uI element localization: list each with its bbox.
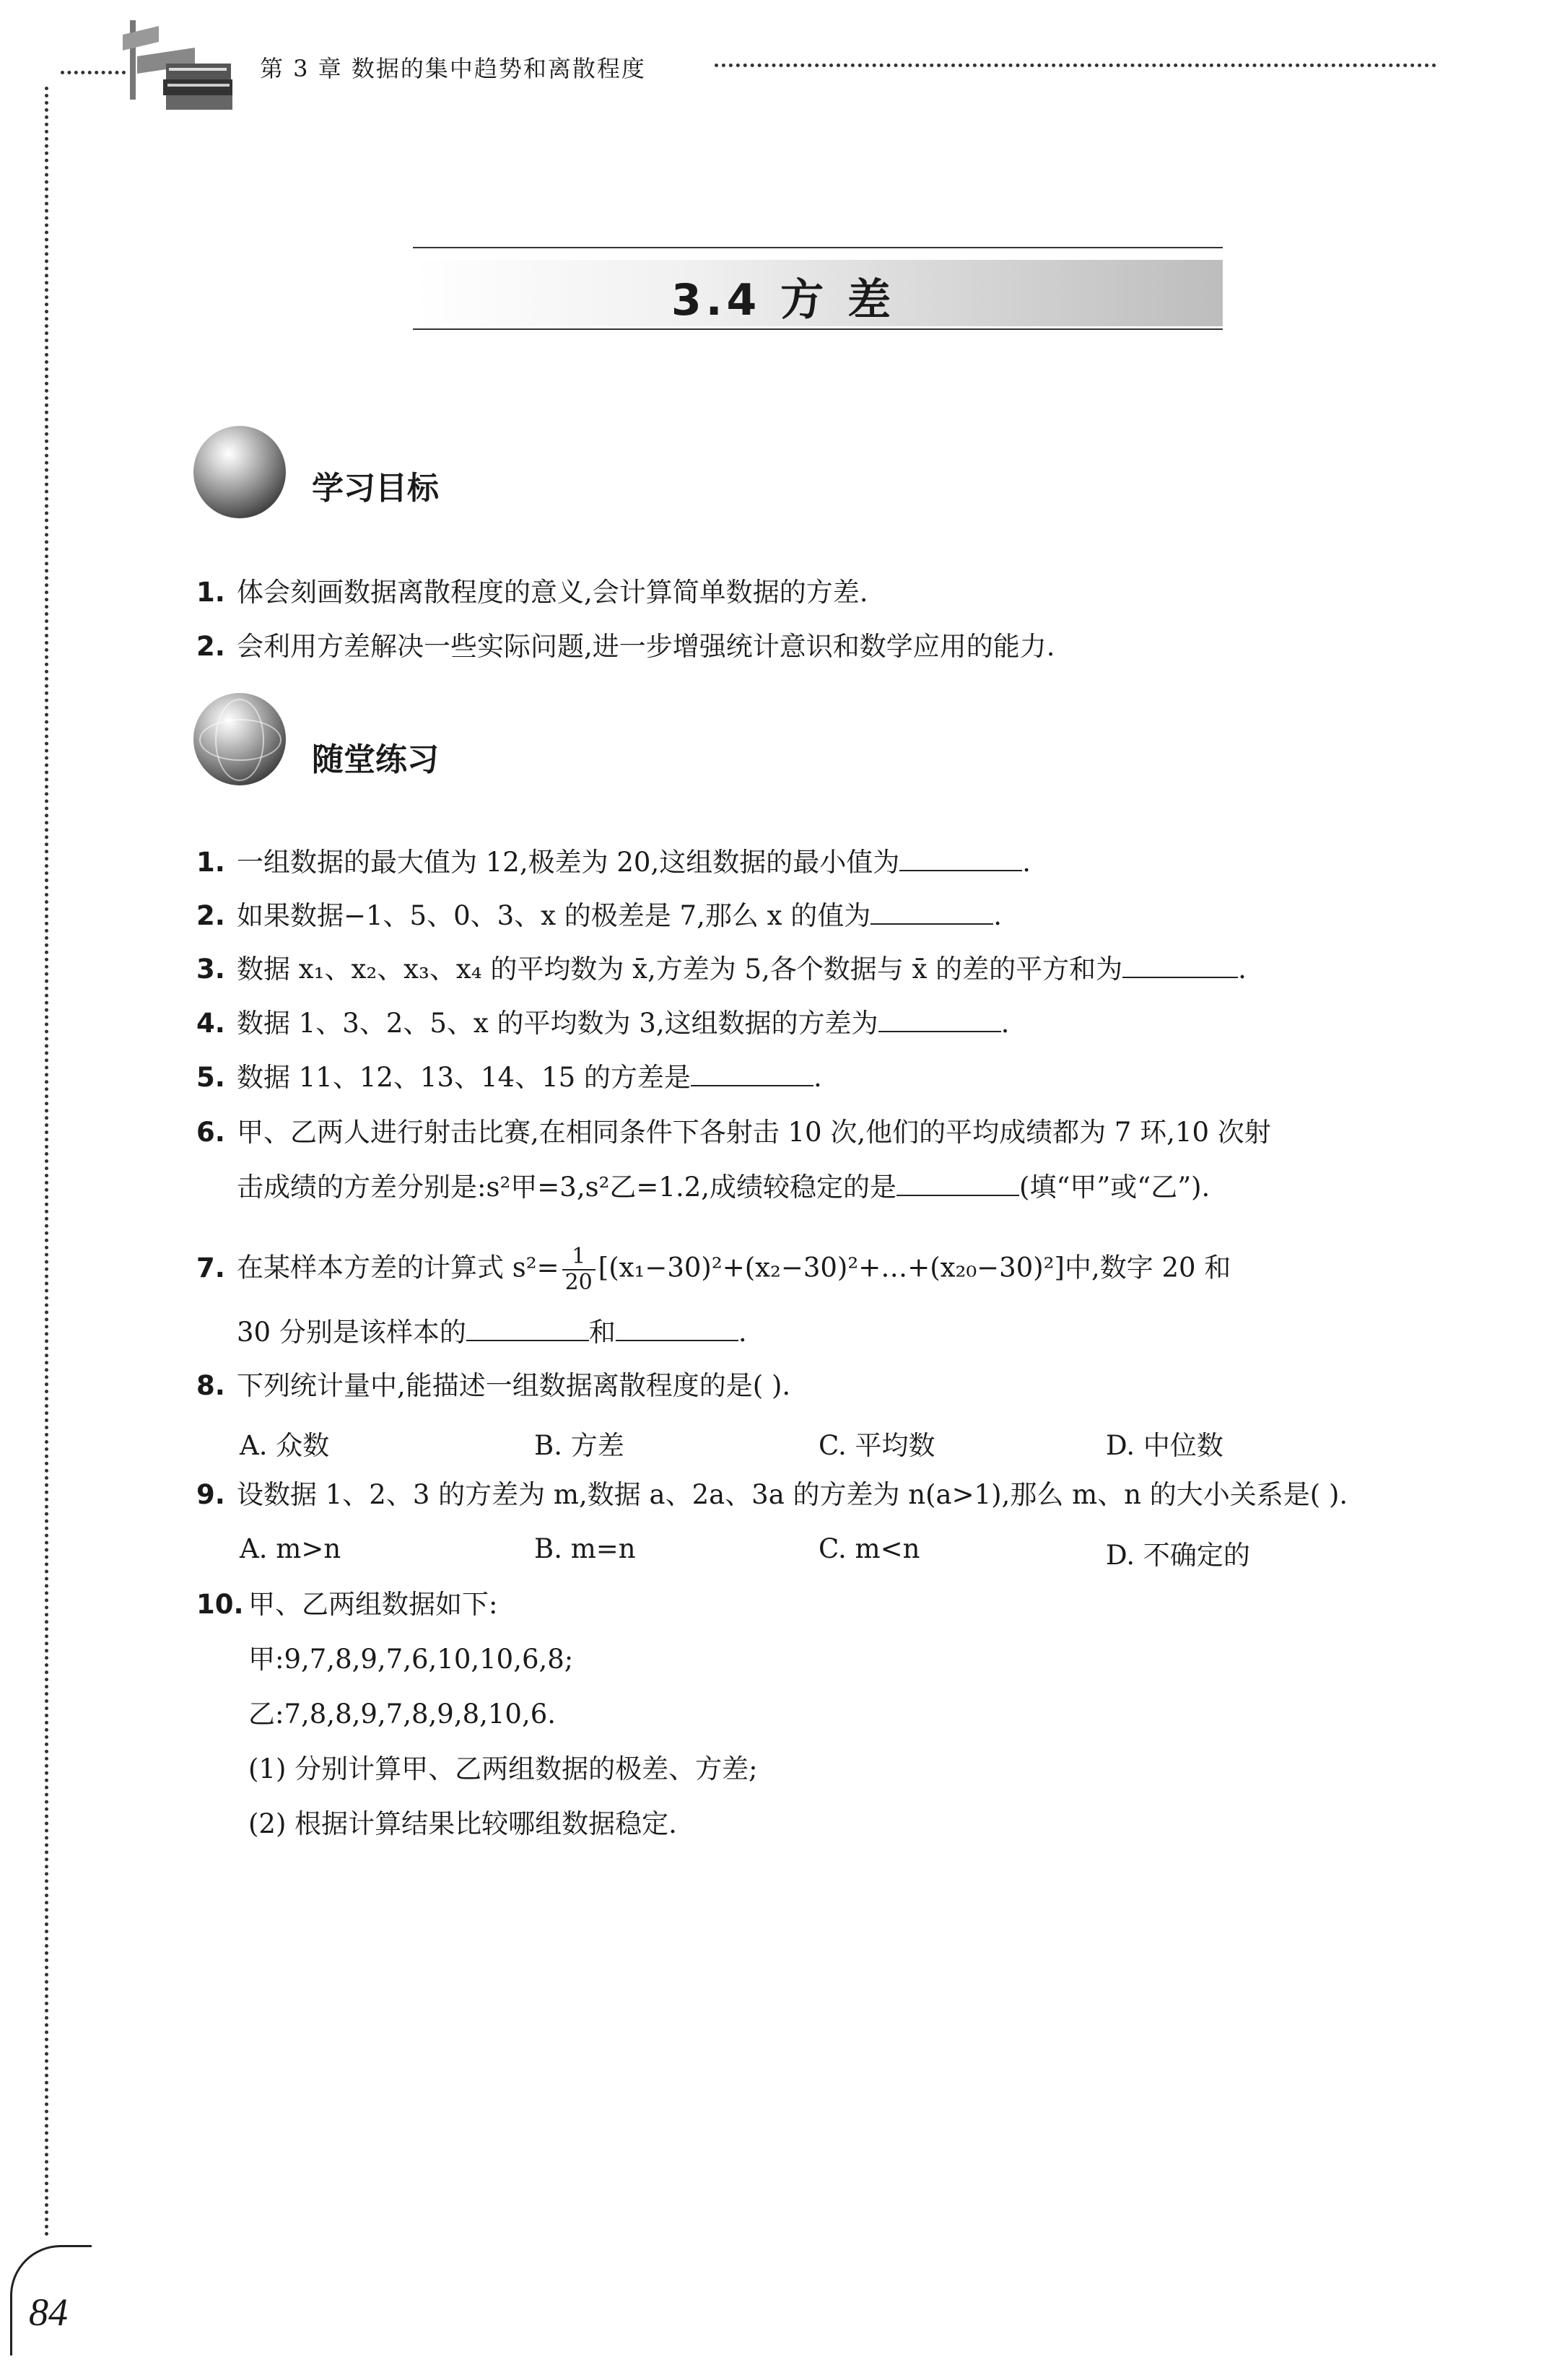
question-4: 4. 数据 1、3、2、5、x 的平均数为 3,这组数据的方差为 . [196,1008,1010,1039]
margin-dotted-line [45,87,48,2238]
answer-blank[interactable] [1122,955,1238,978]
title-rule-bottom [413,328,1223,330]
question-number: 5. [196,1062,225,1093]
question-6 [196,1116,1271,1149]
question-6-line2: 击成绩的方差分别是:s²甲=3,s²乙=1.2,成绩较稳定的是 (填“甲”或“乙”). [237,1172,1210,1203]
question-text: 甲、乙两人进行射击比赛,在相同条件下各射击 10 次,他们的平均成绩都为 7 环,10 次射 [237,1117,1271,1148]
question-7 [196,1245,1231,1295]
item-text: 体会刻画数据离散程度的意义,会计算简单数据的方差. [237,577,868,608]
question-number: 9. [196,1479,225,1510]
question-10 [196,1588,497,1621]
data-jia: 甲:9,7,8,9,7,6,10,10,6,8; [248,1644,574,1675]
question-text: 数据 11、12、13、14、15 的方差是 [237,1062,691,1093]
question-text: 击成绩的方差分别是:s²甲=3,s²乙=1.2,成绩较稳定的是 [237,1172,897,1203]
question-number: 10. [196,1589,244,1620]
objective-item [196,630,1055,663]
header-logo [115,13,245,121]
answer-blank[interactable] [899,848,1022,871]
question-text: 数据 1、3、2、5、x 的平均数为 3,这组数据的方差为 [237,1008,878,1039]
question-text: 下列统计量中,能描述一组数据离散程度的是( ). [237,1370,791,1401]
data-yi: 乙:7,8,8,9,7,8,9,8,10,6. [248,1699,557,1730]
option-c[interactable]: C. 平均数 [819,1430,935,1461]
title-rule-top [413,247,1223,248]
answer-blank[interactable] [616,1318,738,1341]
question-1: 1. 一组数据的最大值为 12,极差为 20,这组数据的最小值为 . [196,847,1031,878]
question-7-line2: 30 分别是该样本的 和 . [237,1317,747,1348]
question-text: 设数据 1、2、3 的方差为 m,数据 a、2a、3a 的方差为 n(a>1),那么 m、n 的大小关系是( ). [237,1479,1348,1510]
option-d[interactable]: D. 不确定的 [1106,1540,1250,1571]
answer-blank[interactable] [466,1318,589,1341]
answer-blank[interactable] [878,1009,1001,1032]
option-d[interactable]: D. 中位数 [1106,1430,1223,1461]
answer-blank[interactable] [691,1063,813,1086]
question-number: 7. [196,1252,225,1283]
question-5: 5. 数据 11、12、13、14、15 的方差是 . [196,1062,822,1093]
question-number: 4. [196,1008,225,1039]
header-chapter: 第 3 章 数据的集中趋势和离散程度 [260,55,646,82]
question-number: 1. [196,847,225,878]
section-title: 3.4 方 差 [671,275,896,326]
practice-heading: 随堂练习 [312,741,439,778]
books-icon [115,13,245,121]
question-number: 3. [196,954,225,985]
question-2: 2. 如果数据−1、5、0、3、x 的极差是 7,那么 x 的值为 . [196,900,1003,931]
question-text: 数据 x₁、x₂、x₃、x₄ 的平均数为 x̄,方差为 5,各个数据与 x̄ 的差的平方和为 [237,954,1123,985]
question-number: 8. [196,1370,225,1401]
question-9 [196,1478,1348,1512]
sub-question-2: (2) 根据计算结果比较哪组数据稳定. [248,1808,677,1839]
objectives-heading: 学习目标 [312,470,439,507]
option-b[interactable]: B. 方差 [534,1430,624,1461]
question-text-cont: [(x₁−30)²+(x₂−30)²+…+(x₂₀−30)²]中,数字 20 和 [598,1252,1231,1283]
question-3: 3. 数据 x₁、x₂、x₃、x₄ 的平均数为 x̄,方差为 5,各个数据与 x̄ 的差的平方和为 . [196,954,1247,985]
answer-blank[interactable] [871,902,993,925]
question-text: 一组数据的最大值为 12,极差为 20,这组数据的最小值为 [237,847,900,878]
header-dotted-line-left [61,71,126,74]
option-c[interactable]: C. m<n [819,1533,920,1564]
page-number: 84 [29,2290,68,2334]
sphere-icon [193,426,286,518]
sub-question-1: (1) 分别计算甲、乙两组数据的极差、方差; [248,1753,758,1784]
fraction: $\frac{1}{20}$ [562,1245,595,1295]
question-text: 在某样本方差的计算式 s²= [237,1252,559,1283]
question-text: 甲、乙两组数据如下: [248,1589,498,1620]
question-number: 2. [196,900,225,931]
question-8 [196,1369,790,1403]
option-a[interactable]: A. 众数 [240,1430,330,1461]
option-b[interactable]: B. m=n [534,1533,636,1564]
option-a[interactable]: A. m>n [240,1533,341,1564]
item-number: 1. [196,577,225,608]
item-text: 会利用方差解决一些实际问题,进一步增强统计意识和数学应用的能力. [237,631,1055,662]
question-text: 如果数据−1、5、0、3、x 的极差是 7,那么 x 的值为 [237,900,871,931]
item-number: 2. [196,631,225,662]
question-number: 6. [196,1117,225,1148]
answer-blank[interactable] [896,1173,1019,1196]
globe-icon [193,693,286,785]
objective-item [196,576,868,609]
header-dotted-line [715,64,1436,67]
